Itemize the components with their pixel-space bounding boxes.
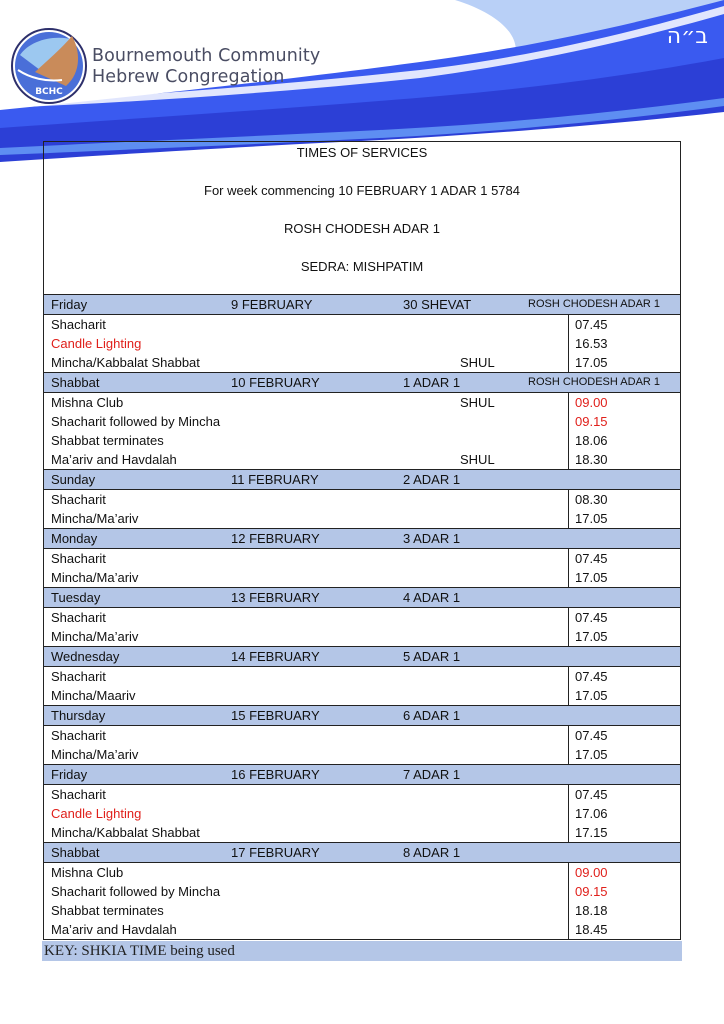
service-time: 17.05 (575, 570, 608, 585)
service-row (44, 726, 680, 745)
service-name: Shacharit (51, 669, 106, 684)
day-name: Friday (51, 767, 88, 782)
day-name: Wednesday (51, 649, 120, 664)
day-header (44, 295, 680, 315)
service-time: 17.05 (575, 747, 608, 762)
day-date: 14 FEBRUARY (231, 649, 320, 664)
service-row (44, 315, 680, 334)
service-name: Mishna Club (51, 865, 124, 880)
service-name: Mincha/Kabbalat Shabbat (51, 825, 200, 840)
service-name: Shabbat terminates (51, 903, 164, 918)
time-column-divider (568, 315, 569, 334)
service-row (44, 667, 680, 686)
rosh-chodesh-line: ROSH CHODESH ADAR 1 (283, 221, 441, 236)
day-header (44, 588, 680, 608)
service-time: 18.18 (575, 903, 608, 918)
day-header (44, 843, 680, 863)
service-name: Shacharit followed by Mincha (51, 414, 221, 429)
day-note: ROSH CHODESH ADAR 1 (528, 298, 661, 310)
service-location: SHUL (460, 452, 495, 467)
service-name: Shacharit (51, 610, 106, 625)
service-name: Shacharit followed by Mincha (51, 884, 221, 899)
service-name: Mincha/Ma’ariv (51, 511, 139, 526)
service-time: 17.05 (575, 629, 608, 644)
day-date: 13 FEBRUARY (231, 590, 320, 605)
service-time: 18.30 (575, 452, 608, 467)
service-time: 17.05 (575, 355, 608, 370)
day-hebrew-date: 8 ADAR 1 (403, 845, 461, 860)
service-name: Shacharit (51, 551, 106, 566)
service-row (44, 393, 680, 412)
day-note: ROSH CHODESH ADAR 1 (528, 376, 661, 388)
service-name: Shabbat terminates (51, 433, 164, 448)
key-note: KEY: SHKIA TIME being used (42, 941, 682, 961)
schedule-title: TIMES OF SERVICES (296, 145, 428, 160)
sedra-line: SEDRA: MISHPATIM (300, 259, 424, 274)
day-date: 12 FEBRUARY (231, 531, 320, 546)
day-date: 11 FEBRUARY (231, 472, 319, 487)
day-hebrew-date: 1 ADAR 1 (403, 375, 461, 390)
time-column-divider (568, 549, 569, 568)
service-name: Mincha/Ma’ariv (51, 747, 139, 762)
schedule-intro (44, 142, 680, 295)
service-location: SHUL (460, 395, 495, 410)
service-time: 07.45 (575, 317, 608, 332)
time-column-divider (568, 490, 569, 509)
service-time: 08.30 (575, 492, 608, 507)
day-header (44, 373, 680, 393)
service-name: Mishna Club (51, 395, 124, 410)
service-name: Candle Lighting (51, 336, 142, 351)
time-column-divider (568, 431, 569, 450)
service-time: 09.15 (575, 414, 608, 429)
service-time: 17.05 (575, 511, 608, 526)
day-hebrew-date: 4 ADAR 1 (403, 590, 461, 605)
time-column-divider (568, 393, 569, 412)
time-column-divider (568, 920, 569, 939)
service-time: 17.15 (575, 825, 608, 840)
service-name: Shacharit (51, 728, 106, 743)
service-row (44, 608, 680, 627)
service-time: 17.06 (575, 806, 608, 821)
day-hebrew-date: 3 ADAR 1 (403, 531, 461, 546)
day-header (44, 647, 680, 667)
service-time: 07.45 (575, 787, 608, 802)
service-time: 09.00 (575, 395, 608, 410)
service-name: Mincha/Ma’ariv (51, 629, 139, 644)
service-row (44, 509, 680, 529)
day-hebrew-date: 7 ADAR 1 (403, 767, 461, 782)
time-column-divider (568, 667, 569, 686)
day-date: 17 FEBRUARY (231, 845, 320, 860)
time-column-divider (568, 509, 569, 528)
service-row (44, 412, 680, 431)
day-date: 10 FEBRUARY (231, 375, 320, 390)
time-column-divider (568, 726, 569, 745)
service-time: 07.45 (575, 728, 608, 743)
time-column-divider (568, 450, 569, 469)
time-column-divider (568, 804, 569, 823)
day-name: Sunday (51, 472, 96, 487)
org-name-line1: Bournemouth Community (92, 46, 321, 66)
hebrew-mark: ב״ה (666, 24, 708, 49)
service-time: 09.15 (575, 884, 608, 899)
org-name (92, 46, 320, 88)
time-column-divider (568, 901, 569, 920)
service-row (44, 334, 680, 353)
week-commencing: For week commencing 10 FEBRUARY 1 ADAR 1 5784 (204, 183, 520, 198)
service-name: Ma’ariv and Havdalah (51, 922, 177, 937)
service-row (44, 627, 680, 647)
service-time: 17.05 (575, 688, 608, 703)
logo-text: BCHC (35, 87, 63, 97)
day-header (44, 706, 680, 726)
time-column-divider (568, 863, 569, 882)
time-column-divider (568, 627, 569, 646)
day-header (44, 470, 680, 490)
day-date: 16 FEBRUARY (231, 767, 320, 782)
service-row (44, 450, 680, 470)
time-column-divider (568, 568, 569, 587)
service-row (44, 549, 680, 568)
day-header (44, 765, 680, 785)
service-time: 18.45 (575, 922, 608, 937)
service-row (44, 920, 680, 939)
service-time: 07.45 (575, 610, 608, 625)
service-schedule (43, 141, 681, 940)
service-name: Shacharit (51, 317, 106, 332)
service-row (44, 745, 680, 765)
day-hebrew-date: 2 ADAR 1 (403, 472, 461, 487)
day-name: Thursday (51, 708, 106, 723)
service-row (44, 353, 680, 373)
service-time: 07.45 (575, 551, 608, 566)
service-time: 18.06 (575, 433, 608, 448)
time-column-divider (568, 353, 569, 372)
day-name: Friday (51, 297, 88, 312)
service-name: Shacharit (51, 492, 106, 507)
service-name: Mincha/Ma’ariv (51, 570, 139, 585)
service-row (44, 568, 680, 588)
service-row (44, 785, 680, 804)
service-time: 09.00 (575, 865, 608, 880)
service-time: 16.53 (575, 336, 608, 351)
time-column-divider (568, 882, 569, 901)
org-name-line2: Hebrew Congregation (92, 67, 285, 87)
days-list (44, 295, 680, 939)
service-row (44, 863, 680, 882)
service-row (44, 804, 680, 823)
day-hebrew-date: 5 ADAR 1 (403, 649, 461, 664)
service-location: SHUL (460, 355, 495, 370)
service-name: Ma’ariv and Havdalah (51, 452, 177, 467)
day-name: Monday (51, 531, 98, 546)
service-name: Candle Lighting (51, 806, 142, 821)
day-name: Shabbat (51, 375, 100, 390)
service-row (44, 686, 680, 706)
service-row (44, 901, 680, 920)
service-name: Mincha/Kabbalat Shabbat (51, 355, 200, 370)
day-header (44, 529, 680, 549)
day-date: 9 FEBRUARY (231, 297, 313, 312)
service-name: Shacharit (51, 787, 106, 802)
time-column-divider (568, 686, 569, 705)
service-row (44, 431, 680, 450)
service-time: 07.45 (575, 669, 608, 684)
day-date: 15 FEBRUARY (231, 708, 320, 723)
time-column-divider (568, 608, 569, 627)
day-name: Shabbat (51, 845, 100, 860)
day-hebrew-date: 6 ADAR 1 (403, 708, 461, 723)
time-column-divider (568, 745, 569, 764)
time-column-divider (568, 334, 569, 353)
time-column-divider (568, 823, 569, 842)
service-row (44, 490, 680, 509)
time-column-divider (568, 412, 569, 431)
time-column-divider (568, 785, 569, 804)
day-name: Tuesday (51, 590, 101, 605)
service-row (44, 823, 680, 843)
service-name: Mincha/Maariv (51, 688, 136, 703)
service-row (44, 882, 680, 901)
day-hebrew-date: 30 SHEVAT (403, 297, 472, 312)
